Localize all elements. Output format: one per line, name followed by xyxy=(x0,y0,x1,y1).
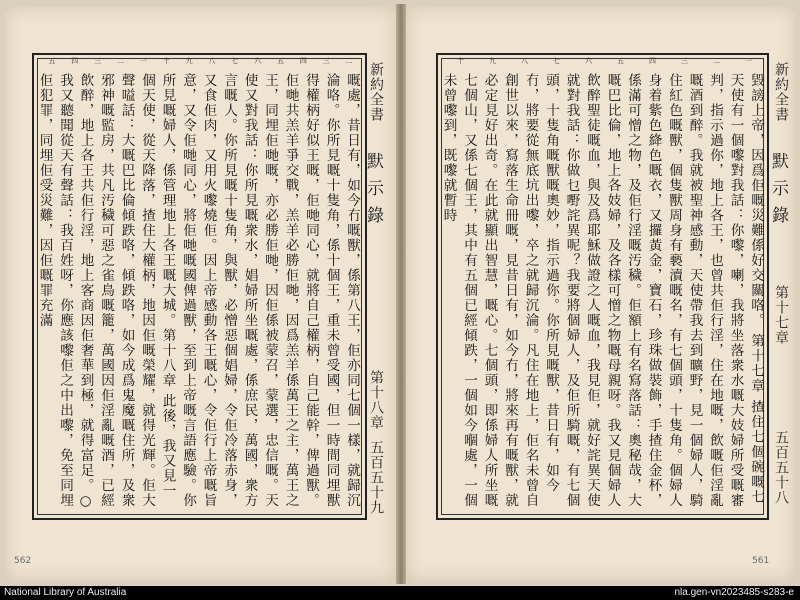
column-number: 二 xyxy=(345,57,353,65)
column-number: 六 xyxy=(254,57,262,65)
column-number: 二 xyxy=(117,57,124,65)
column-number: 五 xyxy=(277,57,284,65)
column-number: 七 xyxy=(231,57,239,65)
right-body-text xyxy=(440,73,766,513)
column-number: 二 xyxy=(713,57,720,65)
column-number: 六 xyxy=(585,57,592,65)
column-number: 四 xyxy=(649,57,656,65)
footer-identifier: nla.gen-vn2023485-s283-e xyxy=(674,587,794,598)
left-page-stamp: 562 xyxy=(14,556,32,566)
footer-bar xyxy=(0,586,800,600)
column-number: 七 xyxy=(553,57,560,65)
right-chapter-label: 第十七章 xyxy=(773,285,789,345)
column-number: 五 xyxy=(617,57,624,65)
right-column-numbers xyxy=(444,56,764,72)
right-book-title: 新約全書 xyxy=(773,62,789,122)
left-body-content: 嘅處，昔日有，如今冇嘅獸，係第八王，佢亦同七個一樣，就歸沉淪咯。你所見嘅十隻角，係十個王，重未曾受國，但一時間同埋獸得權柄好似王嘅，佢哋同心，就將自己權柄，自己能幹，俾過獸。佢哋共羔羊爭交戰，羔羊必勝佢哋，因爲羔羊係萬王之主，萬王之王，同埋佢哋嘅，亦必勝佢哋，因佢係被蒙召，蒙選，忠信嘅。天使又對我話：你所見嘅衆水，娼婦所坐嘅處，係庶民，萬國，衆方言嘅人。你所見嘅十隻角，與獸，必憎惡個娼婦，令佢冷落赤身，又食佢肉，又用火嚟燒佢。因上帝感動各王嘅心，令佢行上帝嘅旨意，又令佢哋同心，將佢哋嘅國俾過獸，至到上帝嘅言語應驗。你所見嘅婦人，係管理地上各王嘅大城。第十八章 此後，我又見一個天使，從天降落，揸住大權柄，地因佢嘅榮耀，就得光輝。佢大聲嗌話：大嘅巴比倫傾跌咯，傾跌咯，如今成爲鬼魔嘅住所，及衆邪神嘅監房，共凡汚穢可惡之雀鳥嘅籠，萬國因佢淫亂嘅酒，已經飲醉，地上各王共佢行淫，地上客商因佢奢華到極，就得富足。○我又聽聞從天有聲話：我百姓呀，你應該嚟佢之中出嚟，免至同埋佢犯罪，同埋佢受災難，因佢嘅罪充滿 xyxy=(36,73,360,511)
column-number: 九 xyxy=(489,57,496,65)
right-body-content: 第十七章 揸住七個碗嘅七天使有一個嚟對我話：你嚟，喇，我將坐落衆水嘅大妓婦所受嘅審判，指示過你，地上各王，也曾共佢行淫，住在地嘅，飲嘅佢淫亂嘅酒到醉。我就被聖神感動，天使帶我去到曠野，見一個婦人，騎住紅色嘅獸，個隻獸周身有褻瀆嘅名，有七個頭，十隻角。個婦人身着紫色絳色嘅衣，又攞黃金，寶石，珍珠做裝飾，手揸住金杯，係滿可憎之物，及佢行淫嘅汚穢。佢額上有名寫落話：奧秘哉，大嘅巴比倫，地上各妓婦，及各樣可憎之物嘅母親呀。我又見個婦人飲醉聖徒嘅血，與及爲耶穌做證之人嘅血，我見佢，就好詫異天使就對我話：你做乜嘢詫異呢？我要將個婦人，及佢所騎嘅，有七個頭，十隻角嘅獸嘅奧妙，指示過你。你所見嘅獸，昔日有，如今冇，將要從無底坑出嚟，卒之就歸沉淪。凡住在地上，佢名未曾自創世以來，寫落生命冊嘅，見昔日有，如今冇，將來再有嘅獸，就必定見好出奇。在此就顯出智慧，嘅心。七個頭，即係婦人所坐嘅七個山，又係七個王，其中有五個已經傾跌，一個如今嗰處，一個未曾嚟到，既嚟就暫時 xyxy=(440,73,764,508)
left-chapter-label: 第十八章 xyxy=(368,370,384,430)
right-intro-text: 毀謗上帝，因爲佢嘅災難係好交關咯。 xyxy=(748,73,764,328)
column-number: 八 xyxy=(521,57,528,65)
column-number: 五 xyxy=(48,57,56,65)
column-number: 四 xyxy=(71,57,79,65)
left-page-number: 五百五十九 xyxy=(368,440,384,515)
column-number: 九 xyxy=(185,57,193,65)
column-number: 十 xyxy=(162,57,170,65)
footer-library-name: National Library of Australia xyxy=(4,587,127,598)
left-book-name: 默示錄 xyxy=(363,152,383,233)
column-number: 三 xyxy=(681,57,688,65)
left-body-text xyxy=(36,73,362,513)
column-number: 一 xyxy=(745,57,752,65)
column-number: 三 xyxy=(322,57,330,65)
book-gutter xyxy=(396,4,406,584)
right-book-name: 默示錄 xyxy=(768,152,788,233)
column-number: 一 xyxy=(139,57,147,65)
right-page-number: 五百五十八 xyxy=(773,430,789,505)
column-number: 三 xyxy=(94,57,102,65)
column-number: 十 xyxy=(457,57,464,65)
right-page-stamp: 561 xyxy=(752,556,770,566)
left-book-title: 新約全書 xyxy=(368,62,384,122)
column-number: 八 xyxy=(208,57,216,65)
column-number: 四 xyxy=(299,57,307,65)
left-column-numbers xyxy=(40,56,360,72)
